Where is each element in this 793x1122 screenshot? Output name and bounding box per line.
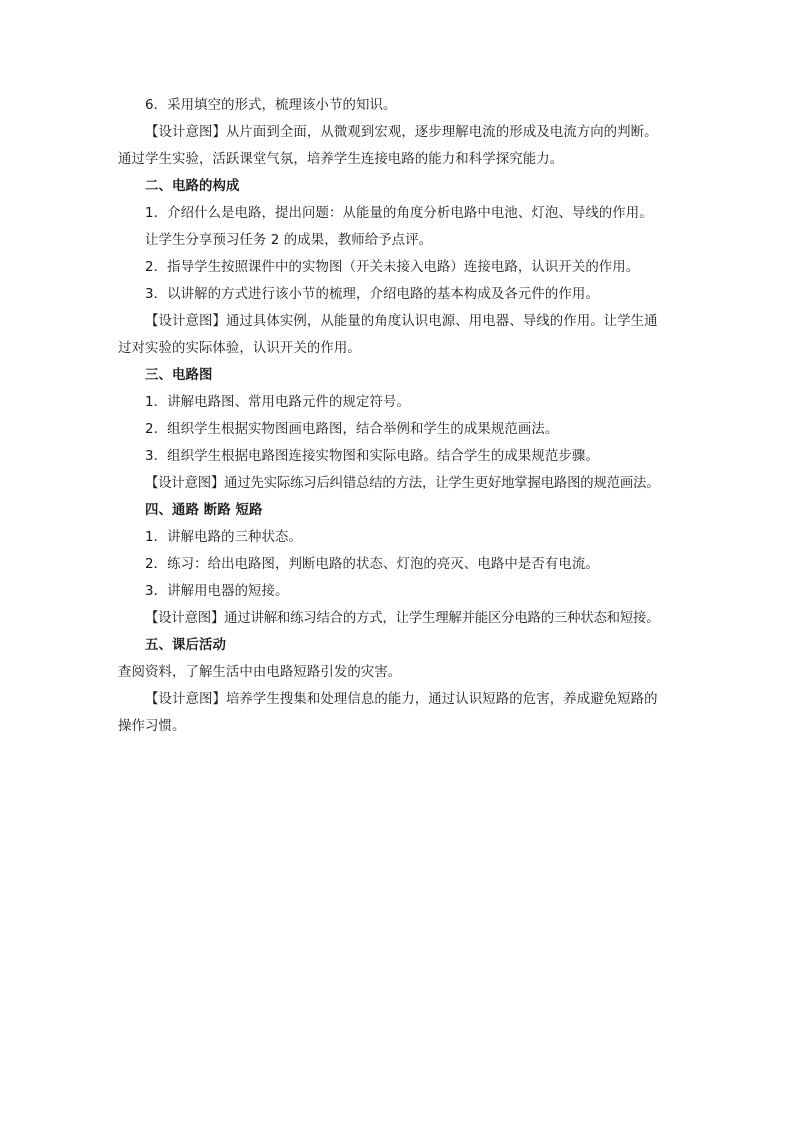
list-item-3: 3．组织学生根据电路图连接实物图和实际电路。结合学生的成果规范步骤。 (145, 449, 599, 464)
list-item-2: 2．指导学生按照课件中的实物图（开关未接入电路）连接电路，认识开关的作用。 (145, 260, 640, 275)
design-intent-paragraph: 【设计意图】从片面到全面，从微观到宏观，逐步理解电流的形成及电流方向的判断。 (145, 125, 658, 140)
design-intent-continuation: 通过学生实验，活跃课堂气氛，培养学生连接电路的能力和科学探究能力。 (118, 152, 564, 167)
section-heading-circuit-composition: 二、电路的构成 (145, 179, 240, 194)
section-heading-circuit-diagram: 三、电路图 (145, 368, 213, 383)
design-intent-paragraph: 【设计意图】通过先实际练习后纠错总结的方法，让学生更好地掌握电路图的规范画法。 (145, 476, 660, 491)
list-item-3: 3．讲解用电器的短接。 (145, 584, 289, 599)
section-heading-after-class-activity: 五、课后活动 (145, 638, 226, 653)
list-item-2: 2．组织学生根据实物图画电路图，结合举例和学生的成果规范画法。 (145, 422, 559, 437)
design-intent-paragraph: 【设计意图】通过讲解和练习结合的方式，让学生理解并能区分电路的三种状态和短接。 (145, 611, 660, 626)
design-intent-continuation: 操作习惯。 (118, 719, 186, 734)
design-intent-continuation: 过对实验的实际体验，认识开关的作用。 (118, 341, 361, 356)
list-item-1-continuation: 让学生分享预习任务 2 的成果，教师给予点评。 (145, 233, 433, 248)
section-heading-circuit-states: 四、通路 断路 短路 (145, 503, 263, 518)
design-intent-paragraph: 【设计意图】通过具体实例，从能量的角度认识电源、用电器、导线的作用。让学生通 (145, 314, 658, 329)
list-item-3: 3．以讲解的方式进行该小节的梳理，介绍电路的基本构成及各元件的作用。 (145, 287, 599, 302)
activity-text: 查阅资料，了解生活中由电路短路引发的灾害。 (118, 665, 402, 680)
document-body (118, 92, 678, 740)
list-item-1: 1．介绍什么是电路，提出问题：从能量的角度分析电路中电池、灯泡、导线的作用。 (145, 206, 653, 221)
list-item-1: 1．讲解电路的三种状态。 (145, 530, 303, 545)
list-item-6: 6．采用填空的形式，梳理该小节的知识。 (145, 98, 397, 113)
design-intent-paragraph: 【设计意图】培养学生搜集和处理信息的能力，通过认识短路的危害，养成避免短路的 (145, 692, 658, 707)
list-item-1: 1．讲解电路图、常用电路元件的规定符号。 (145, 395, 410, 410)
list-item-2: 2．练习：给出电路图，判断电路的状态、灯泡的亮灭、电路中是否有电流。 (145, 557, 599, 572)
